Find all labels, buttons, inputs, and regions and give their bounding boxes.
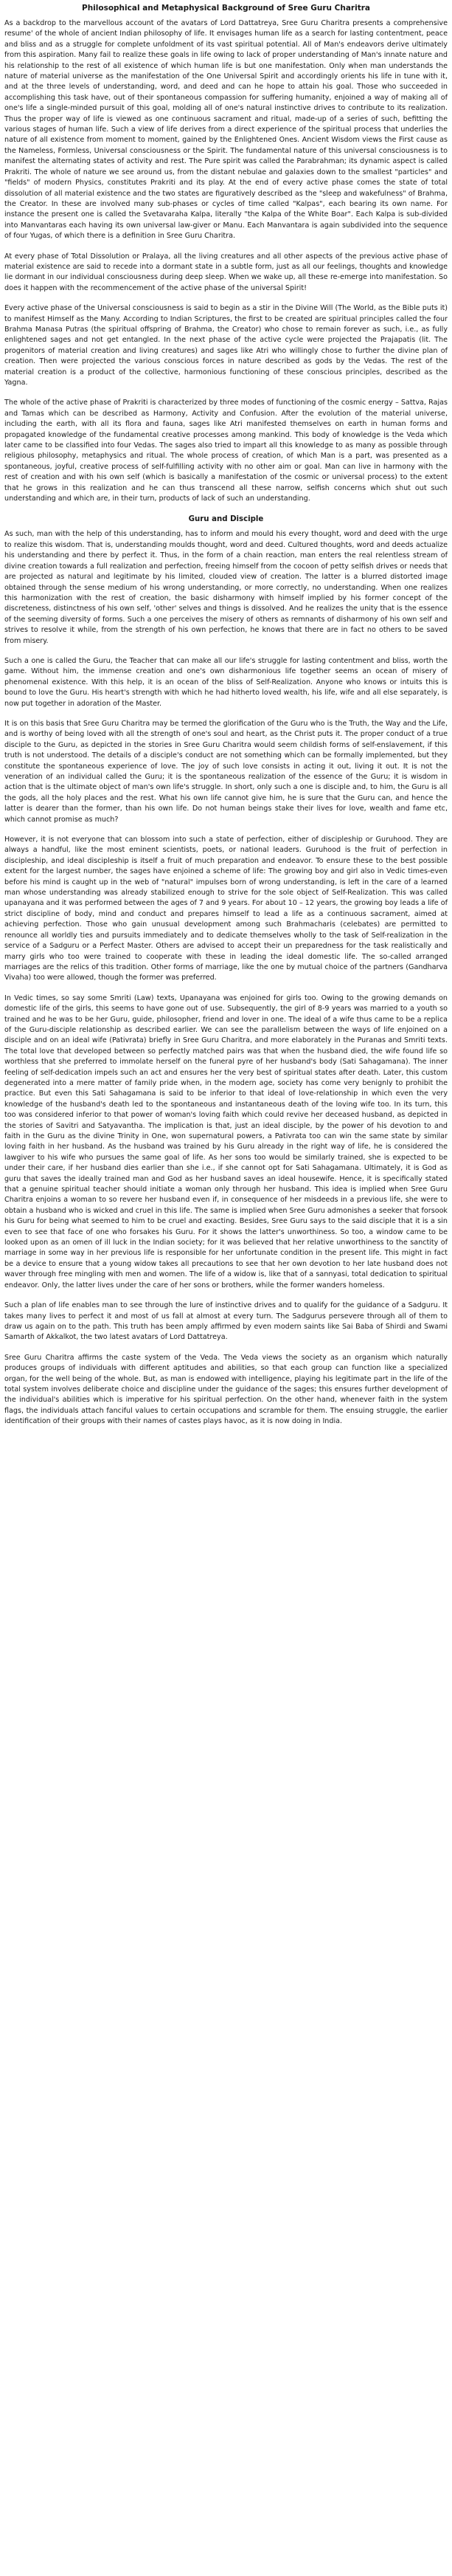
paragraph: Such a one is called the Guru, the Teacher that can make all our life's struggle for lasting contentment and bliss, worth the game. Without him, the immense creation and one's own disharmonious life together seems an ocean of misery of phenomenal existence. With this help, it is an ocean of the bliss of Self-Realization. Anyone who knows or intuits this is bound to love the Guru. His heart's strength with which he had hitherto loved wealth, his life, wife and all else separately, is now put together in adoration of the Master. — [4, 656, 448, 708]
paragraph: Sree Guru Charitra affirms the caste system of the Veda. The Veda views the society as an organism which naturally produces groups of individuals with different aptitudes and abilities, so that each group can function like a specialized organ, for the well being of the whole. But, as man is endowed with intelligence, playing his legitimate part in the life of the total system involves deliberate choice and discipline under the guidance of the sages; this ensures further development of the individual's abilities which is imperative for his spiritual perfection. On the other hand, whenever faith in the system flags, the individuals attach fanciful values to certain occupations and scramble for them. The ensuing struggle, the earlier identification of their groups with their names of castes plays havoc, as it is now doing in India. — [4, 1353, 448, 1426]
section-heading: Guru and Disciple — [188, 515, 264, 524]
paragraph: However, it is not everyone that can blossom into such a state of perfection, either of discipleship or Guruhood. They are always a handful, like the most eminent scientists, poets, or national leaders. Guruhood is the fruit of perfection in discipleship, and ideal discipleship is itself a fruit of much preparation and endeavor. To ensure these to the best possible extent for the largest number, the sages have enjoined a scheme of life: The growing boy and girl also in Vedic times-even before his mind is caught up in the web of "natural" impulses born of wrong understanding, is left in the care of a learned man whose understanding was already stabilized enough to strive for the sole object of Self-Realization. This was called upanayana and it was performed between the ages of 7 and 9 years. For about 10 – 12 years, the growing boy leads a life of strict discipline of body, mind and conduct and prepares himself to lead a life as a continuous sacrament, aimed at achieving perfection. Those who gain unusual development among such Brahmacharis (celebates) are permitted to renounce all worldly ties and pursuits immediately and to dedicate themselves wholly to the task of Self-realization in the service of a Sadguru or a Perfect Master. Others are advised to accept their un preparedness for the task realistically and marry girls who too were trained to cooperate with these in leading the ideal domestic life. The so-called arranged marriages are the relics of this tradition. Other forms of marriage, like the one by mutual choice of the partners (Gandharva Vivaha) too were allowed, though the former was preferred. — [4, 836, 448, 982]
paragraph: The whole of the active phase of Prakriti is characterized by three modes of functioning of the cosmic energy – Sattva, Rajas and Tamas which can be described as Harmony, Activity and Confusion. After the evolution of the material universe, including the earth, with all its flora and fauna, sages like Atri manifested themselves on earth in human forms and propagated knowledge of the fundamental creative processes among mankind. This body of knowledge is the Veda which later came to be classified into four Vedas. The sages also tried to impart all this knowledge to as many as possible through religious philosophy, metaphysics and ritual. The whole process of creation, of which Man is a part, was presented as a spontaneous, joyful, creative process of self-fulfilling activity with no other aim or goal. Man can live in harmony with the rest of creation and with his own self (which is basically a manifestation of the cosmic or universal process) to the extent that he grows in this realization and he can thus transcend all these narrow, selfish concerns which shut out such understanding and which are, in their turn, products of lack of such an understanding. — [4, 399, 448, 503]
paragraph: As such, man with the help of this understanding, has to inform and mould his every thought, word and deed with the urge to realize this wisdom. That is, understanding moulds thought, word and deed. Cultured thoughts, word and deeds actualize his understanding and there by perfect it. Thus, in the form of a chain reaction, man enters the real relentless stream of divine creation towards a full realization and perfection, freeing himself from the cocoon of petty selfish drives or needs that are projected as natural and legitimate by his limited, clouded view of creation. The latter is a blurred distorted image obtained through the sense medium of his wrong understanding, or more correctly, no understanding. When one realizes this harmonization with the rest of creation, the basic disharmony with himself implied by his former concept of the discreteness, distinctness of his own self, 'other' selves and things is dissolved. And he realizes the unity that is the essence of the seeming diversity of forms. Such a one perceives the misery of others as remnants of disharmony of his own self and strives to resolve it while, from the strength of his own perfection, he knows that there are in fact no others to be saved from misery. — [4, 530, 448, 645]
document-title: Philosophical and Metaphysical Background of Sree Guru Charitra — [82, 4, 370, 13]
paragraph: Such a plan of life enables man to see through the lure of instinctive drives and to qualify for the guidance of a Sadguru. It takes many lives to perfect it and most of us fall at almost at every turn. The Sadgurus persevere through all of them to draw us again on to the path. This truth has been amply affirmed by even modern saints like Sai Baba of Shirdi and Swami Samarth of Akkalkot, the two latest avatars of Lord Dattatreya. — [4, 1301, 448, 1342]
paragraph: As a backdrop to the marvellous account of the avatars of Lord Dattatreya, Sree Guru Charitra presents a comprehensive resume' of the whole of ancient Indian philosophy of life. It envisages human life as a search for lasting contentment, peace and bliss and as a struggle for complete unfoldment of its vast spiritual potential. All of Man's endeavors derive ultimately from this aspiration. Many fail to realize these goals in life owing to lack of proper understanding of Man's innate nature and his relationship to the rest of all existence of which human life is but one manifestation. Only when man understands the nature of material universe as the manifestation of the One Universal Spirit and accordingly orients his life in tune with it, and at the three levels of understanding, word, and deed and can he hope to attain his goal. Those who succeeded in accomplishing this task have, out of their spontaneous compassion for suffering humanity, enjoined a way of making all of one's life a single-minded pursuit of this goal, molding all of one's natural instinctive drives to contribute to its realization. Thus the proper way of life is viewed as one continuous sacrament and ritual, made-up of a series of such, befitting the various stages of human life. Such a view of life derives from a direct experience of the spiritual process that underlies the nature of all existence from moment to moment, gained by the Enlightened Ones. Ancient Wisdom views the First cause as the Nameless, Formless, Universal consciousness or the Spirit. The fundamental nature of this universal consciousness is to manifest the alternating states of activity and rest. The Pure spirit was called the Parabrahman; its dynamic aspect is called Prakriti. The whole of nature we see around us, from the distant nebulae and galaxies down to the smallest "particles" and "fields" of modern Physics, constitutes Prakriti and its play. At the end of every active phase comes the state of total dissolution of all material existence and the two states are figuratively described as the "sleep and wakefulness" of Brahma, the Creator. In these are involved many sub-phases or cycles of time called "Kalpas", each bearing its own name. For instance the present one is called the Svetavaraha Kalpa, literally "the Kalpa of the White Boar". Each Kalpa is sub-divided into Manvantaras each having its own universal law-giver or Manu. Each Manvantara is again subdivided into the sequence of four Yugas, of which there is a definition in Sree Guru Charitra. — [4, 19, 448, 241]
paragraph: Every active phase of the Universal consciousness is said to begin as a stir in the Divine Will (The World, as the Bible puts it) to manifest Himself as the Many. According to Indian Scriptures, the first to be created are spiritual principles called the four Brahma Manasa Putras (the spiritual offspring of Brahma, the Creator) who chose to remain forever as such, i.e., as fully enlightened sages and not get entangled. In the next phase of the active cycle were projected the Prajapatis (lit. The progenitors of material creation and living creatures) and sages like Atri who willingly chose to further the divine plan of creation. Then were projected the various conscious forces in nature described as gods by the Vedas. The rest of the material creation is a product of the collective, harmonious functioning of these conscious principles, described as the Yagna. — [4, 304, 448, 387]
paragraph: It is on this basis that Sree Guru Charitra may be termed the glorification of the Guru who is the Truth, the Way and the Life, and is worthy of being loved with all the strength of one's soul and heart, as the Christ puts it. The proper conduct of a true disciple to the Guru, as depicted in the stories in Sree Guru Charitra would seem childish forms of self-enslavement, if this truth is not understood. The details of a disciple's conduct are not something which can be formally implemented, but they constitute the spontaneous experience of love. The joy of such love consists in acting it out, living it out. It is not the veneration of an individual called the Guru; it is the spontaneous realization of the essence of the Guru; it is wisdom in action that is the ultimate object of man's own life's struggle. In short, only such a one is disciple and, to him, the Guru is all the gods, all the holy places and the rest. What his own life cannot give him, he is sure that the Guru can, and hence the latter is dearer than the former, than his own life. Do not human beings stake their lives for love, wealth and fame etc, which cannot promise as much? — [4, 719, 448, 824]
paragraph: At every phase of Total Dissolution or Pralaya, all the living creatures and all other aspects of the previous active phase of material existence are said to recede into a dormant state in a subtle form, just as all our feelings, thoughts and knowledge lie dormant in our individual consciousness during deep sleep. When we wake up, all these re-emerge into manifestation. So does it happen with the recommencement of the active phase of the universal Spirit! — [4, 252, 448, 292]
paragraph: In Vedic times, so say some Smriti (Law) texts, Upanayana was enjoined for girls too. Owing to the growing demands on domestic life of the girls, this seems to have gone out of use. Subsequently, the girl of 8-9 years was married to a youth so trained and he was to be her Guru, guide, philosopher, friend and lover in one. The ideal of a wife thus came to be a replica of the Guru-disciple relationship as described earlier. We can see the parallelism between the ways of life enjoined on a disciple and on an ideal wife (Pativrata) briefly in Sree Guru Charitra, and more elaborately in the Puranas and Smriti texts. The total love that developed between so perfectly matched pairs was that when the husband died, the wife found life so worthless that she preferred to immolate herself on the funeral pyre of her husband's body (Sati Sahagamana). The inner feeling of self-dedication impels such an act and ensures her the very best of spiritual states after death. Later, this custom degenerated into a mere matter of family pride when, in the modern age, society has come very benignly to prohibit the practice. But even this Sati Sahagamana is said to be inferior to that ideal of love-relationship in which even the very knowledge of the husband's death led to the spontaneous and instantaneous death of the loving wife too. In its turn, this too was considered inferior to that power of woman's loving faith which could revive her deceased husband, as depicted in the stories of Savitri and Satyavantha. The implication is that, just an ideal disciple, by the power of his devotion to and faith in the Guru as the divine Trinity in One, won supernatural powers, a Pativrata too can win the same state by similar loving faith in her husband. As the husband was trained by his Guru already in the right way of life, he is considered the lawgiver to his wife who pursues the same goal of life. As her sons too would be similarly trained, she is expected to be under their care, if her husband dies earlier than she i.e., if she cannot opt for Sati Sahagamana. Ultimately, it is God as guru that saves the ideally trained man and God as her husband saves an ideal housewife. Hence, it is specifically stated that a genuine spiritual teacher should initiate a woman only through her husband. This idea is implied when Sree Guru Charitra enjoins a woman to so revere her husband even if, in consequence of her misdeeds in a previous life, she were to obtain a husband who is wicked and cruel in this life. The same is implied when Sree Guru admonishes a seeker that forsook his Guru for being what seemed to him to be cruel and exacting. Besides, Sree Guru says to the said disciple that it is a sin even to see that face of one who forsakes his Guru. For it shows the latter's unworthiness. So too, a window came to be looked upon as an omen of ill luck in the Indian society; for it was believed that her relative unworthiness to the sanctity of marriage in some way in her previous life is responsible for her unfortunate condition in the present life. This might in fact be a device to ensure that a young widow takes all precautions to see that her own devotion to her late husband does not waver through free mingling with men and women. The life of a widow is, like that of a sannyasi, total dedication to spiritual endeavor. Only, the latter lives under the care of her sons or brothers, while the former wanders homeless. — [4, 993, 448, 1289]
